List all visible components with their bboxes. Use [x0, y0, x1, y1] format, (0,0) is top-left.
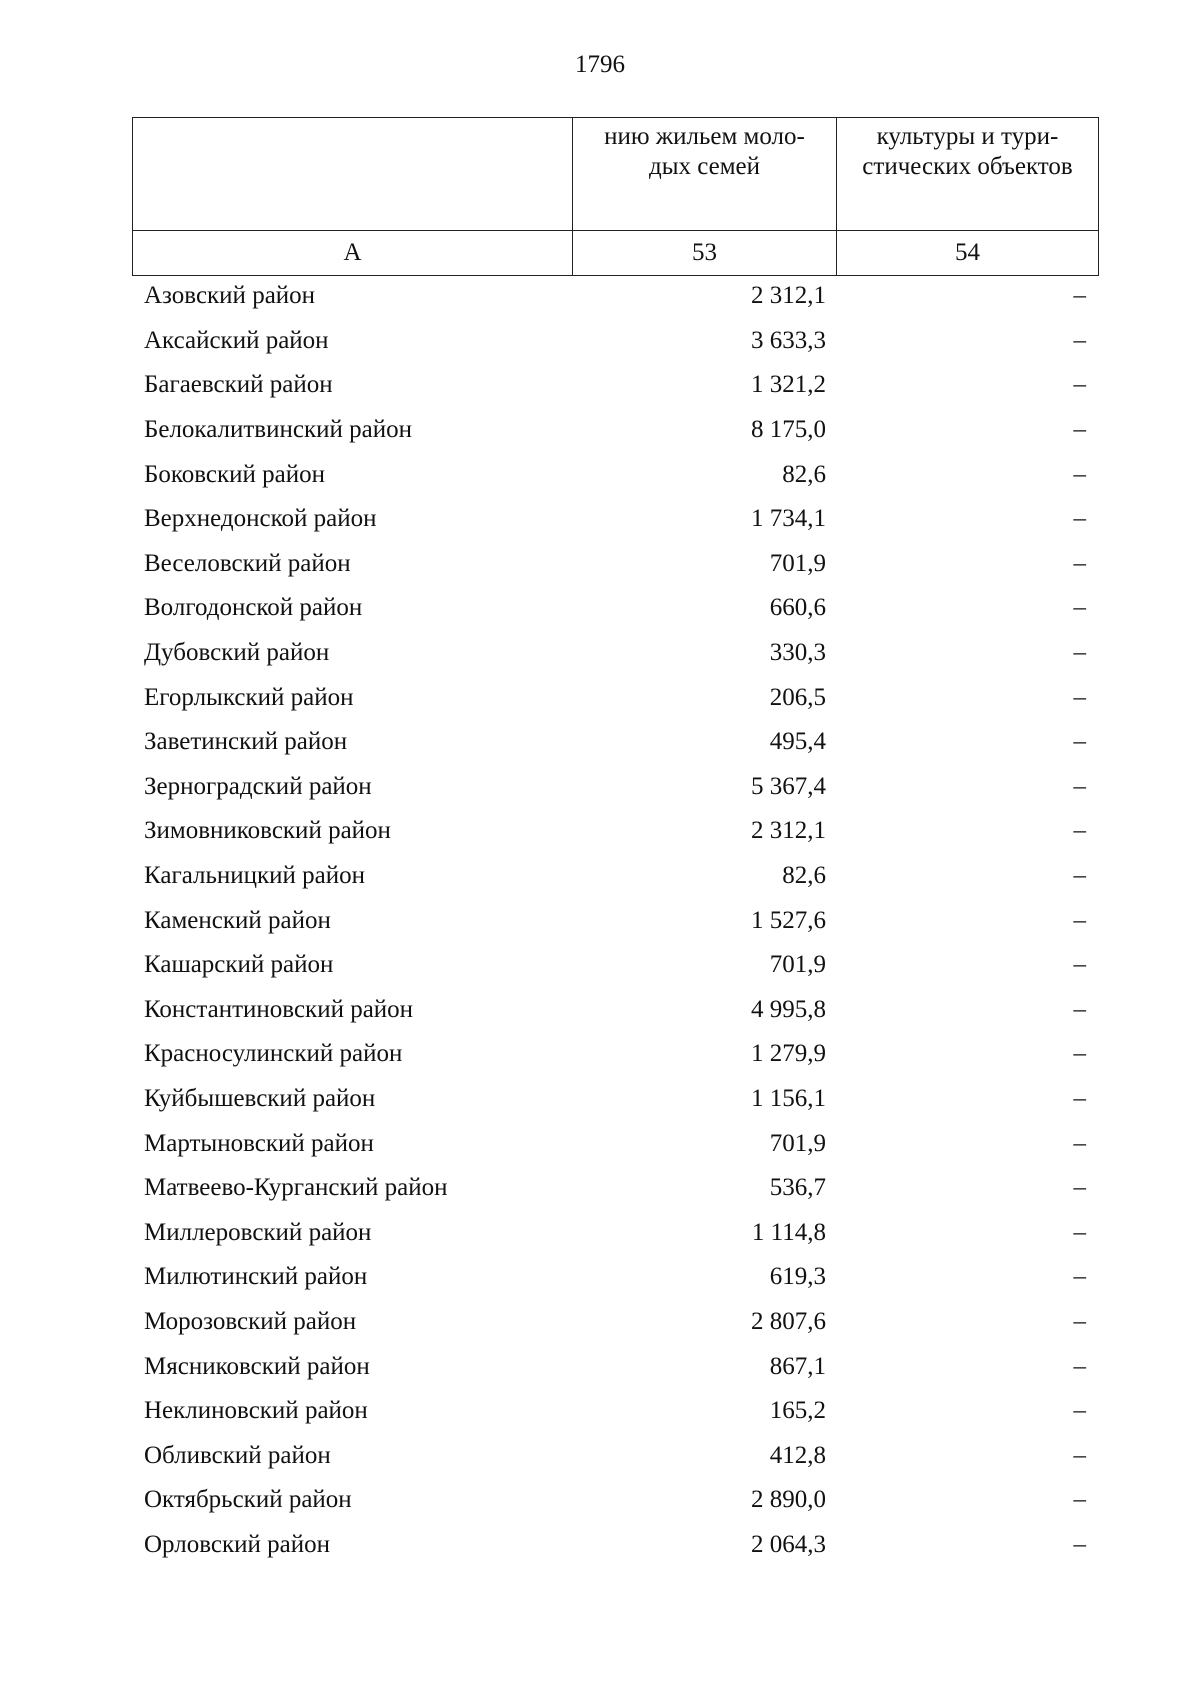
- value-col-53: 5 367,4: [751, 772, 826, 800]
- value-col-53: 412,8: [769, 1441, 826, 1469]
- value-col-54: –: [1073, 1530, 1086, 1558]
- value-col-53: 3 633,3: [751, 326, 826, 354]
- table-row: [132, 1210, 1098, 1255]
- table-row: [132, 542, 1098, 587]
- value-col-53: 660,6: [769, 594, 826, 622]
- table-row: [132, 631, 1098, 676]
- value-col-53: 701,9: [769, 951, 826, 979]
- value-col-53: 1 527,6: [751, 906, 826, 934]
- value-col-54: –: [1073, 460, 1086, 488]
- table-row: [132, 1389, 1098, 1434]
- value-col-54: –: [1073, 1441, 1086, 1469]
- district-name: Мясниковский район: [144, 1352, 370, 1380]
- table-row: [132, 765, 1098, 810]
- district-name: Веселовский район: [144, 549, 351, 577]
- table-row: [132, 319, 1098, 364]
- value-col-54: –: [1073, 1084, 1086, 1112]
- value-col-54: –: [1073, 416, 1086, 444]
- value-col-53: 1 156,1: [751, 1084, 826, 1112]
- value-col-54: –: [1073, 772, 1086, 800]
- header-col-54-index: 54: [837, 231, 1099, 276]
- page-number: 1796: [575, 51, 625, 78]
- value-col-53: 82,6: [782, 862, 826, 890]
- header-col-53-title-text: нию жильем моло- дых семей: [604, 123, 805, 180]
- value-col-54: –: [1073, 1307, 1086, 1335]
- value-col-53: 536,7: [769, 1174, 826, 1202]
- district-name: Дубовский район: [144, 639, 330, 667]
- table-body: [132, 274, 1098, 1567]
- district-name: Орловский район: [144, 1530, 330, 1558]
- value-col-54: –: [1073, 1174, 1086, 1202]
- value-col-53: 206,5: [769, 683, 826, 711]
- district-name: Неклиновский район: [144, 1397, 368, 1425]
- value-col-53: 2 890,0: [751, 1486, 826, 1514]
- table-row: [132, 408, 1098, 453]
- table-row: [132, 1077, 1098, 1122]
- header-col-a-index: А: [133, 231, 573, 276]
- district-name: Азовский район: [144, 282, 316, 310]
- district-name: Кашарский район: [144, 951, 334, 979]
- district-name: Кагальницкий район: [144, 862, 366, 890]
- value-col-54: –: [1073, 1397, 1086, 1425]
- value-col-53: 619,3: [769, 1263, 826, 1291]
- value-col-53: 2 807,6: [751, 1307, 826, 1335]
- table-row: [132, 898, 1098, 943]
- district-name: Аксайский район: [144, 326, 329, 354]
- value-col-54: –: [1073, 371, 1086, 399]
- district-name: Константиновский район: [144, 995, 414, 1023]
- header-col-53-index: 53: [573, 231, 837, 276]
- value-col-54: –: [1073, 505, 1086, 533]
- table-row: [132, 854, 1098, 899]
- value-col-53: 1 279,9: [751, 1040, 826, 1068]
- table-row: [132, 586, 1098, 631]
- district-name: Миллеровский район: [144, 1218, 372, 1246]
- table-row: [132, 943, 1098, 988]
- district-name: Зерноградский район: [144, 772, 372, 800]
- table-row: [132, 497, 1098, 542]
- header-col-53-title: [573, 118, 837, 231]
- table-row: [132, 1300, 1098, 1345]
- header-col-a-title: [133, 118, 573, 231]
- table-row: [132, 809, 1098, 854]
- district-name: Багаевский район: [144, 371, 333, 399]
- value-col-54: –: [1073, 995, 1086, 1023]
- district-name: Заветинский район: [144, 728, 348, 756]
- value-col-54: –: [1073, 906, 1086, 934]
- value-col-53: 1 734,1: [751, 505, 826, 533]
- value-col-54: –: [1073, 282, 1086, 310]
- value-col-54: –: [1073, 951, 1086, 979]
- table-row: [132, 1166, 1098, 1211]
- table-row: [132, 363, 1098, 408]
- table-row: [132, 1121, 1098, 1166]
- district-name: Мартыновский район: [144, 1129, 374, 1157]
- value-col-53: 867,1: [769, 1352, 826, 1380]
- table-row: [132, 1032, 1098, 1077]
- value-col-53: 701,9: [769, 1129, 826, 1157]
- table-row: [132, 1478, 1098, 1523]
- value-col-53: 4 995,8: [751, 995, 826, 1023]
- value-col-53: 330,3: [769, 639, 826, 667]
- value-col-53: 495,4: [769, 728, 826, 756]
- district-name: Милютинский район: [144, 1263, 368, 1291]
- value-col-53: 2 064,3: [751, 1530, 826, 1558]
- value-col-53: 1 114,8: [751, 1218, 826, 1246]
- district-name: Обливский район: [144, 1441, 331, 1469]
- table-row: [132, 988, 1098, 1033]
- district-name: Октябрьский район: [144, 1486, 352, 1514]
- value-col-53: 1 321,2: [751, 371, 826, 399]
- value-col-54: –: [1073, 1486, 1086, 1514]
- district-name: Морозовский район: [144, 1307, 357, 1335]
- table-row: [132, 1255, 1098, 1300]
- value-col-54: –: [1073, 862, 1086, 890]
- value-col-53: 2 312,1: [751, 282, 826, 310]
- value-col-54: –: [1073, 639, 1086, 667]
- table-row: [132, 1344, 1098, 1389]
- value-col-53: 2 312,1: [751, 817, 826, 845]
- district-name: Егорлыкский район: [144, 683, 354, 711]
- header-index-row: [133, 231, 1099, 276]
- district-name: Зимовниковский район: [144, 817, 391, 845]
- value-col-54: –: [1073, 594, 1086, 622]
- value-col-54: –: [1073, 1263, 1086, 1291]
- value-col-54: –: [1073, 683, 1086, 711]
- value-col-54: –: [1073, 817, 1086, 845]
- district-name: Матвеево-Курганский район: [144, 1174, 448, 1202]
- table-row: [132, 675, 1098, 720]
- value-col-54: –: [1073, 1129, 1086, 1157]
- district-name: Красносулинский район: [144, 1040, 403, 1068]
- value-col-54: –: [1073, 1352, 1086, 1380]
- table-row: [132, 274, 1098, 319]
- value-col-53: 165,2: [769, 1397, 826, 1425]
- district-name: Волгодонской район: [144, 594, 363, 622]
- value-col-54: –: [1073, 1218, 1086, 1246]
- district-name: Каменский район: [144, 906, 331, 934]
- header-titles-row: [133, 118, 1099, 231]
- value-col-53: 701,9: [769, 549, 826, 577]
- table-row: [132, 1433, 1098, 1478]
- header-col-54-title: [837, 118, 1099, 231]
- value-col-54: –: [1073, 549, 1086, 577]
- district-name: Белокалитвинский район: [144, 416, 412, 444]
- table-row: [132, 720, 1098, 765]
- table-row: [132, 1523, 1098, 1568]
- value-col-53: 82,6: [782, 460, 826, 488]
- value-col-54: –: [1073, 1040, 1086, 1068]
- district-name: Куйбышевский район: [144, 1084, 376, 1112]
- value-col-54: –: [1073, 326, 1086, 354]
- table-row: [132, 452, 1098, 497]
- table-header: [132, 117, 1099, 276]
- district-name: Боковский район: [144, 460, 325, 488]
- value-col-53: 8 175,0: [751, 416, 826, 444]
- header-col-54-title-text: культуры и тури- стических объектов: [862, 123, 1073, 180]
- district-name: Верхнедонской район: [144, 505, 377, 533]
- value-col-54: –: [1073, 728, 1086, 756]
